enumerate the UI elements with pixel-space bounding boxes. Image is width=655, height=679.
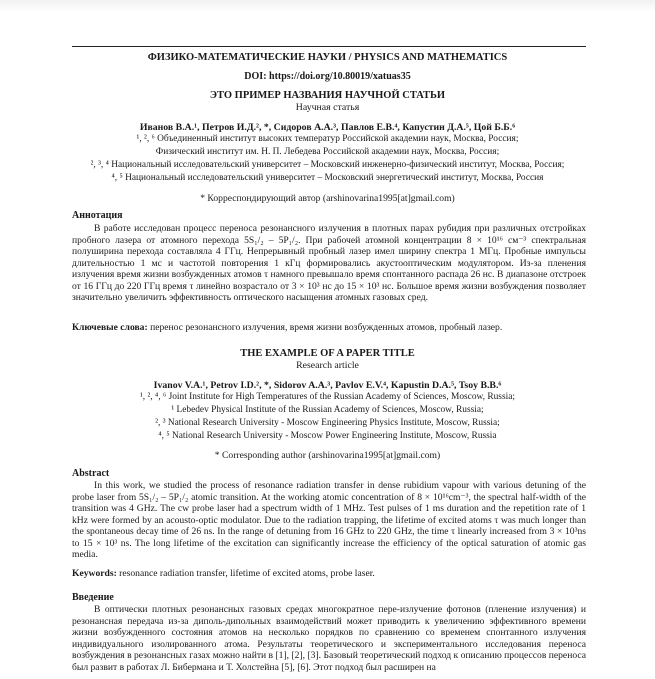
intro-heading: Введение xyxy=(72,592,114,603)
ru-affiliation-4: ⁴, ⁵ Национальный исследовательский университет – Московский энергетический институт, Москва, Россия xyxy=(111,173,544,183)
ru-article-type: Научная статья xyxy=(295,102,360,113)
intro-text: В оптически плотных резонансных газовых средах многократное пере-излучение фотонов (пленение излучения) и резонансная передача из-за диполь-дипольных взаимодействий может приводить к увеличению эффективного времени жизни возбужденного состояния атомов на несколько порядков по сравнению со временем спонтанного излучения индивидуального изолированного атома. Результаты теоретического и экспериментального исследования переноса возбуждения в резонансных газах можно найти в [1], [2], [3]. Базовый теоретический подход к описанию процессов переноса был развит в работах Л. Бибермана и Т. Холстейна [5], [6]. Этот подход был расширен на xyxy=(72,604,586,673)
ru-abstract-heading: Аннотация xyxy=(72,210,123,221)
ru-keywords xyxy=(72,322,586,334)
ru-affiliation-1: ¹, ², ⁶ Объединенный институт высоких температур Российской академии наук, Москва, Россия; xyxy=(136,134,519,144)
en-keywords-label: Keywords: xyxy=(72,568,117,579)
ru-abstract-text: В работе исследован процесс переноса резонансного излучения в плотных парах рубидия при различных отстройках пробного лазера от атомного перехода 5S₁/₂ – 5P₁/₂. При рабочей атомной концентрации 8 × 10¹⁶ см⁻³ спектральная полуширина перехода составляла 4 ГГц. Непрерывный пробный лазер имел ширину спектра 1 МГц. Пробные импульсы длительностью 1 мс и частотой повторения 1 кГц формировались акустооптическим модулятором. Из-за пленения излучения время жизни возбужденных атомов τ намного превышало время спонтанного распада 26 нс. В диапазоне отстроек от 16 ГГц до 220 ГГц время τ линейно возрастало от 3 × 10³ нс до 15 × 10³ нс. Большое время жизни возбуждения позволяет значительно увеличить эффективность оптического насыщения атомных газовых сред. xyxy=(72,223,586,303)
en-affiliation-1: ¹, ², ⁴, ⁶ Joint Institute for High Temperatures of the Russian Academy of Sciences, Moscow, Russia; xyxy=(140,392,515,402)
en-authors: Ivanov V.A.¹, Petrov I.D.², *, Sidorov A.A.³, Pavlov E.V.⁴, Kapustin D.A.⁵, Tsoy B.B.⁶ xyxy=(153,380,502,391)
ru-authors: Иванов В.А.¹, Петров И.Д.², *, Сидоров А.А.³, Павлов Е.В.⁴, Капустин Д.А.⁵, Цой Б.Б.⁶ xyxy=(139,122,516,133)
en-affiliation-4: ⁴, ⁵ National Research University - Moscow Power Engineering Institute, Moscow, Russia xyxy=(158,431,497,441)
en-abstract-heading: Abstract xyxy=(72,468,110,479)
ru-affiliation-2: Физический институт им. Н. П. Лебедева Российской академии наук, Москва, Россия; xyxy=(155,147,500,157)
ru-keywords-text: перенос резонансного излучения, время жизни возбужденных атомов, пробный лазер. xyxy=(147,322,503,333)
header-rule xyxy=(72,46,586,47)
journal-section-title: ФИЗИКО-МАТЕМАТИЧЕСКИЕ НАУКИ / PHYSICS AND MATHEMATICS xyxy=(147,52,508,63)
en-corresponding-author: * Corresponding author (arshinovarina1995[at]gmail.com) xyxy=(214,450,441,461)
en-affiliation-3: ², ³ National Research University - Moscow Engineering Physics Institute, Moscow, Russia; xyxy=(155,418,500,428)
en-title: THE EXAMPLE OF A PAPER TITLE xyxy=(240,348,415,359)
en-affiliation-2: ¹ Lebedev Physical Institute of the Russian Academy of Sciences, Moscow, Russia; xyxy=(171,405,484,415)
ru-corresponding-author: * Корреспондирующий автор (arshinovarina1995[at]gmail.com) xyxy=(200,193,455,204)
ru-title: ЭТО ПРИМЕР НАЗВАНИЯ НАУЧНОЙ СТАТЬИ xyxy=(209,90,446,101)
en-keywords-text: resonance radiation transfer, lifetime of excited atoms, probe laser. xyxy=(116,568,375,579)
ru-affiliation-3: ², ³, ⁴ Национальный исследовательский университет – Московский инженерно-физический институт, Москва, Россия; xyxy=(90,160,565,170)
en-article-type: Research article xyxy=(296,360,359,371)
doi-link[interactable]: DOI: https://doi.org/10.80019/xatuas35 xyxy=(244,71,411,82)
en-keywords xyxy=(72,568,586,580)
en-abstract-text: In this work, we studied the process of resonance radiation transfer in dense rubidium vapour with various detuning of the probe laser from 5S₁/₂ – 5P₁/₂ atomic transition. At the working atomic concentration of 8 × 10¹⁶cm⁻³, the spectral half-width of the transition was 4 GHz. The cw probe laser had a spectrum width of 1 MHz. Test pulses of 1 ms duration and the repetition rate of 1 kHz were formed by an acousto-optic modulator. Due to the radiation trapping, the lifetime of excited atoms τ was much longer than the spontaneous decay time of 26 ns. In the range of detuning from 16 GHz to 220 GHz, the time τ linearly increased from 3 × 10³ns to 15 × 10³ ns. The long lifetime of the excitation can significantly increase the efficiency of the optical saturation of atomic gas media. xyxy=(72,480,586,560)
ru-keywords-label: Ключевые слова: xyxy=(72,322,148,333)
